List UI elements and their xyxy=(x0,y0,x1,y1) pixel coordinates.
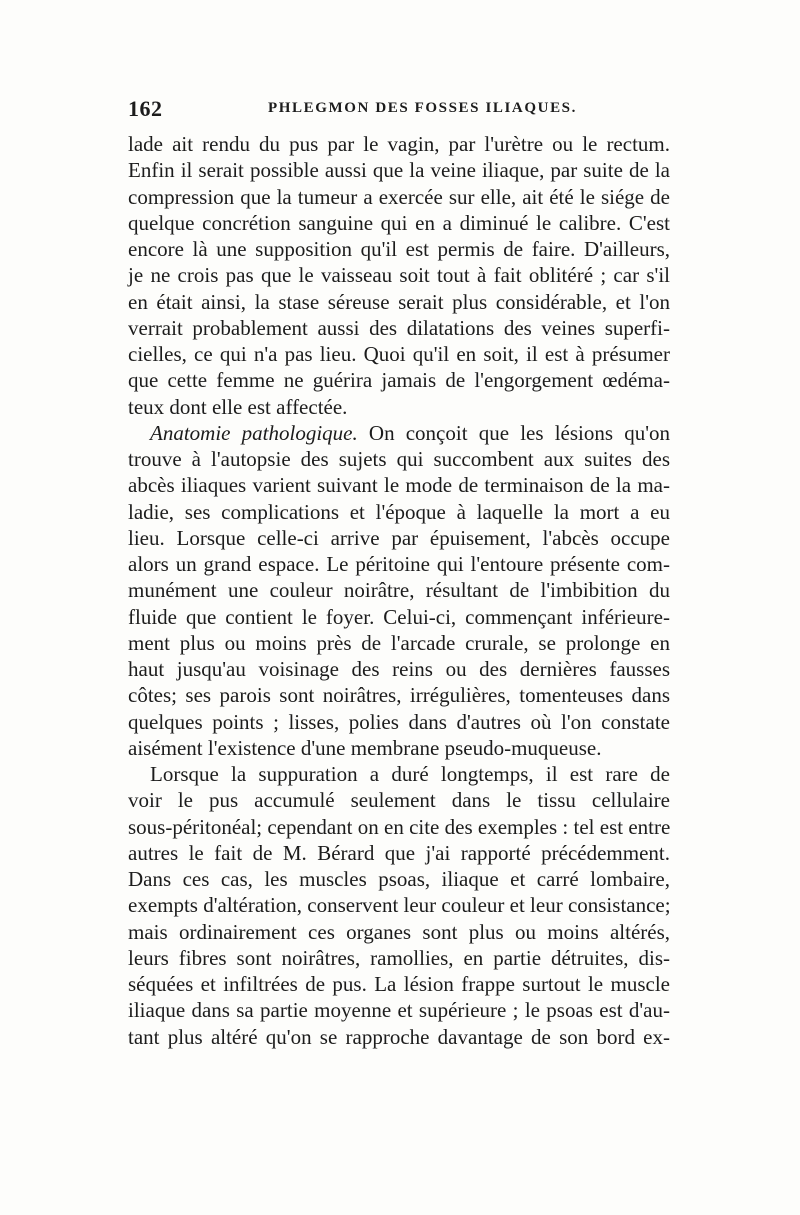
running-title: PHLEGMON DES FOSSES ILIAQUES. xyxy=(268,100,577,116)
text-line: trouve à l'autopsie des sujets qui succombent aux suites des xyxy=(128,447,670,471)
text-line: ment plus ou moins près de l'arcade crurale, se prolonge en xyxy=(128,630,670,655)
body-text xyxy=(128,131,670,1050)
text-line: leurs fibres sont noirâtres, ramollies, en partie détruites, dis- xyxy=(128,945,670,970)
text-line: que cette femme ne guérira jamais de l'engorgement œdéma- xyxy=(128,368,670,393)
text-line: côtes; ses parois sont noirâtres, irrégulières, tomenteuses dans xyxy=(128,683,670,708)
text-line: abcès iliaques varient suivant le mode de terminaison de la ma- xyxy=(128,473,670,498)
text-line: compression que la tumeur a exercée sur elle, ait été le siége de xyxy=(128,184,670,209)
text-run: On conçoit que les lésions qu'on xyxy=(357,420,670,445)
text-line: cielles, ce qui n'a pas lieu. Quoi qu'il en soit, il est à présumer xyxy=(128,342,670,366)
text-line: sous-péritonéal; cependant on en cite des exemples : tel est entre xyxy=(128,814,671,839)
text-line: Lorsque la suppuration a duré longtemps, il est rare de xyxy=(150,762,670,786)
text-line: Dans ces cas, les muscles psoas, iliaque et carré lombaire, xyxy=(128,867,670,891)
text-line: encore là une supposition qu'il est permis de faire. D'ailleurs, xyxy=(128,237,670,261)
text-line: Enfin il serait possible aussi que la veine iliaque, par suite de la xyxy=(128,158,670,183)
page-number: 162 xyxy=(128,96,163,121)
text-line: ladie, ses complications et l'époque à laquelle la mort a eu xyxy=(128,499,670,524)
section-heading: Anatomie pathologique. xyxy=(150,420,358,445)
running-head xyxy=(128,96,674,122)
text-line: fluide que contient le foyer. Celui-ci, commençant inférieure- xyxy=(128,604,670,629)
text-line: munément une couleur noirâtre, résultant de l'imbibition du xyxy=(128,578,670,603)
text-line: alors un grand espace. Le péritoine qui l'entoure présente com- xyxy=(128,552,670,576)
text-line: je ne crois pas que le vaisseau soit tout à fait oblitéré ; car s'il xyxy=(128,263,670,288)
text-line: verrait probablement aussi des dilatations des veines superfi- xyxy=(128,315,670,340)
text-line: tant plus altéré qu'on se rapproche davantage de son bord ex- xyxy=(128,1024,670,1049)
text-line: haut jusqu'au voisinage des reins ou des dernières fausses xyxy=(128,657,670,681)
text-line: quelque concrétion sanguine qui en a diminué le calibre. C'est xyxy=(128,210,670,235)
text-line: en était ainsi, la stase séreuse serait plus considérable, et l'on xyxy=(128,289,670,314)
text-line: iliaque dans sa partie moyenne et supérieure ; le psoas est d'au- xyxy=(128,998,670,1023)
text-line: séquées et infiltrées de pus. La lésion frappe surtout le muscle xyxy=(128,972,670,996)
text-line: aisément l'existence d'une membrane pseudo-muqueuse. xyxy=(128,735,602,760)
text-line: voir le pus accumulé seulement dans le tissu cellulaire xyxy=(128,788,670,813)
text-line: lade ait rendu du pus par le vagin, par l'urètre ou le rectum. xyxy=(128,132,670,156)
text-line: autres le fait de M. Bérard que j'ai rapporté précédemment. xyxy=(128,840,670,865)
text-line: mais ordinairement ces organes sont plus ou moins altérés, xyxy=(128,919,670,944)
section-heading-line xyxy=(128,420,670,446)
text-line: exempts d'altération, conservent leur couleur et leur consistance; xyxy=(128,893,671,918)
text-line: lieu. Lorsque celle-ci arrive par épuisement, l'abcès occupe xyxy=(128,525,670,550)
text-line: teux dont elle est affectée. xyxy=(128,394,348,419)
text-line: quelques points ; lisses, polies dans d'autres où l'on constate xyxy=(128,709,670,734)
